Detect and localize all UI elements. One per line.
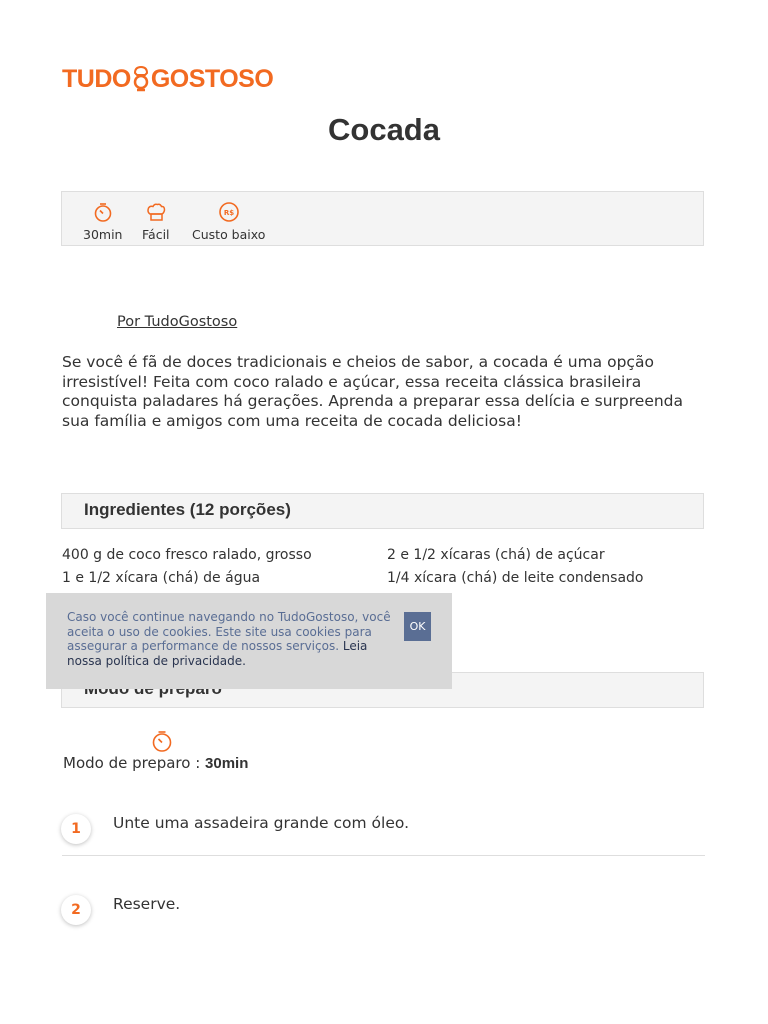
svg-text:R$: R$	[223, 209, 234, 217]
recipe-meta-box	[61, 191, 704, 246]
logo-text-right: GOSTOSO	[150, 64, 274, 93]
step-number: 2	[61, 895, 91, 925]
step-number: 1	[61, 814, 91, 844]
ingredients-header	[61, 493, 704, 529]
meta-cost-label: Custo baixo	[192, 227, 266, 242]
meta-time-label: 30min	[83, 227, 123, 242]
recipe-intro: Se você é fã de doces tradicionais e cheios de sabor, a cocada é uma opção irresistível! Feita com coco ralado e açúcar, essa receita clássica brasileira conquista paladares há gerações. Aprenda a preparar essa delícia e surpreenda sua família e amigos com uma receita de cocada deliciosa!	[62, 353, 684, 430]
cookie-ok-button[interactable]: OK	[404, 612, 431, 641]
privacy-policy-link[interactable]: Leia nossa política de privacidade.	[67, 639, 368, 668]
meta-cost	[192, 201, 265, 242]
meta-difficulty	[142, 201, 170, 242]
logo-text-left: TUDO	[62, 64, 131, 93]
cookie-banner	[46, 593, 452, 689]
cookie-message-wrap	[67, 610, 392, 668]
cookie-message: Caso você continue navegando no TudoGostoso, você aceita o uso de cookies. Este site usa cookies para assegurar a performance de nossos serviços.	[67, 610, 391, 653]
step-text: Reserve.	[113, 895, 181, 913]
meta-time	[83, 201, 122, 242]
site-logo[interactable]	[62, 62, 273, 96]
ingredient-item: 1 e 1/2 xícara (chá) de água	[62, 570, 261, 586]
timer-icon	[92, 201, 114, 223]
prep-time-label: Modo de preparo :	[63, 754, 201, 772]
prep-time	[63, 754, 248, 772]
recipe-title: Cocada	[328, 112, 440, 147]
step-divider	[62, 855, 705, 856]
step-text: Unte uma assadeira grande com óleo.	[113, 814, 410, 832]
prep-time-value: 30min	[205, 755, 249, 772]
timer-icon	[150, 729, 174, 753]
meta-difficulty-label: Fácil	[142, 227, 170, 242]
ingredients-heading: Ingredientes (12 porções)	[84, 500, 291, 519]
chef-mascot-icon	[132, 64, 150, 94]
chef-hat-icon	[145, 201, 167, 223]
ingredient-item: 1/4 xícara (chá) de leite condensado	[387, 570, 644, 586]
author-link[interactable]: Por TudoGostoso	[117, 314, 238, 330]
ingredient-item: 2 e 1/2 xícaras (chá) de açúcar	[387, 547, 605, 563]
ingredient-item: 400 g de coco fresco ralado, grosso	[62, 547, 312, 563]
money-icon	[218, 201, 240, 223]
